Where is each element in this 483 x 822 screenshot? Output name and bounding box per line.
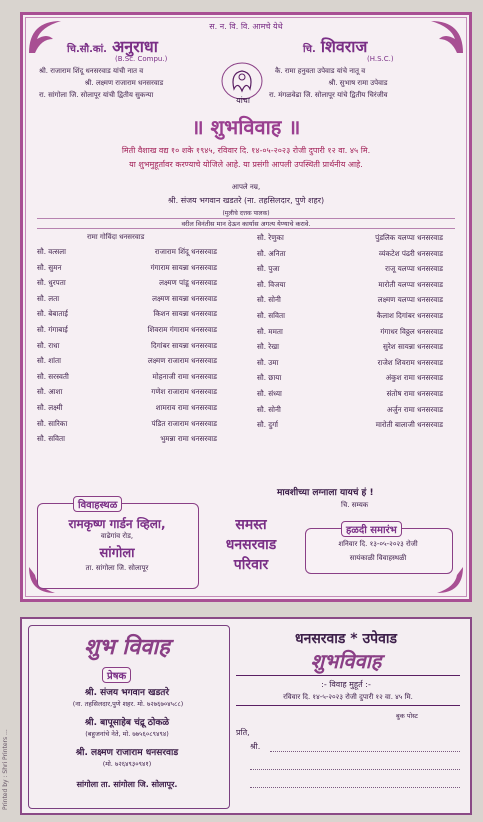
relative-name: राजू यलप्पा धनसरवाड: [385, 264, 443, 274]
bride-name: अनुराधा: [112, 37, 158, 56]
envelope-section: [20, 617, 472, 815]
family-word-1: समस्त: [235, 517, 267, 533]
relative-name: किशन सायन्ना धनसरवाड: [153, 309, 217, 319]
host-name: श्री. संजय भगवान खडतरे (ना. तहसिलदार, पुणे शहर): [167, 196, 325, 205]
bride-line-2: श्री. लक्ष्मण राजाराम धनसरवाड: [84, 79, 164, 87]
venue-label: विवाहस्थळ: [73, 496, 122, 512]
relative-title: सौ. शांता: [37, 356, 61, 366]
side-printer-strip: Printed by : Shri Printers ...: [2, 729, 9, 810]
sender-address: सांगोला ता. सांगोला जि. सोलापूर.: [76, 780, 178, 789]
relative-name: अंकुश रामा धनसरवाड: [385, 373, 443, 383]
divider: [236, 705, 460, 706]
relative-title: सौ. सोनी: [257, 295, 281, 305]
relative-name: गंगाधर विठ्ठल धनसरवाड: [380, 326, 443, 336]
relative-name: अर्जुन रामा धनसरवाड: [386, 404, 443, 414]
relative-name: लक्ष्मण राजाराम धनसरवाड: [147, 356, 217, 366]
relative-name: लक्ष्मण पांडू धनसरवाड: [159, 278, 217, 288]
muhurat-line-2: या शुभमुहूर्तावर करण्याचे योजिले आहे. या प्रसंगी आपली उपस्थिती प्रार्थनीय आहे.: [129, 160, 363, 169]
muhurat-line-1: मिती वैशाख वद्य १० शके १९४५, रविवार दि. १४-०५-२०२३ रोजी दुपारी १२ वा. ४५ मि.: [121, 146, 371, 155]
relative-title: सौ. अनिता: [257, 248, 286, 258]
relative-name: शिवराम गंगाराम धनसरवाड: [147, 325, 217, 334]
groom-line-2: श्री. सुभाष रामा उपेवाड: [328, 79, 388, 87]
sender-3-detail: (मो. ७२६४९३०९४१): [102, 760, 152, 768]
relative-name: मारोती यलप्पा धनसरवाड: [378, 279, 443, 289]
relative-title: सौ. उमा: [257, 357, 279, 367]
bride-line-3: रा. सांगोला जि. सोलापूर यांची द्वितीय सुकन्या: [39, 91, 154, 99]
bottom-muhurat-label: :- विवाह मुहूर्त :-: [321, 680, 371, 689]
relative-name: लक्ष्मण सायन्ना धनसरवाड: [152, 293, 217, 303]
relative-title: सौ. वत्सला: [37, 247, 66, 256]
haldi-line-1: शनिवार दि. १३-०५-२०२३ रोजी: [338, 540, 418, 548]
relative-title: सौ. सविता: [37, 434, 65, 444]
sender-2-name: श्री. बापूसाहेब चंद्रू ठोकळे: [84, 718, 170, 728]
relative-title: सौ. विजया: [257, 279, 286, 289]
relative-title: सौ. दुर्गा: [257, 420, 279, 430]
relative-name: सुरेश सायन्ना धनसरवाड: [382, 342, 443, 352]
sender-1-name: श्री. संजय भगवान खडतरे: [84, 688, 170, 698]
relative-name: पंडित राजाराम धनसरवाड: [151, 418, 217, 428]
venue-road: वाढेगांव रोड,: [100, 532, 134, 540]
venue-name: रामकृष्ण गार्डन व्हिला,: [68, 517, 166, 531]
relative-title: सौ. ममता: [257, 326, 283, 336]
relative-title: सौ. सोनी: [257, 404, 281, 414]
invitation-card: [20, 12, 472, 602]
relative-title: सौ. धुरपता: [37, 278, 66, 288]
relative-name: भुमन्ना रामा धनसरवाड: [160, 434, 217, 444]
shubh-vivah-heading: शुभविवाह: [310, 649, 382, 673]
shubh-vivah-logo: शुभ विवाह: [84, 635, 170, 660]
relative-name: शामराव रामा धनसरवाड: [155, 403, 217, 412]
relative-name: गणेश राजाराम धनसरवाड: [151, 387, 217, 397]
relative-name: गंगाराम सायन्ना धनसरवाड: [150, 262, 217, 272]
divider: [236, 675, 460, 676]
relative-title: सौ. राधा: [37, 340, 60, 350]
groom-line-1: कै. रामा हनुवता उपेवाड यांचे नातू व: [275, 67, 366, 75]
relative-title: सौ. रेखा: [257, 342, 279, 352]
sender-3-name: श्री. लक्ष्मण राजाराम धनसरवाड: [75, 748, 179, 758]
relative-title: सौ. आशा: [37, 387, 63, 397]
groom-prefix: चि.: [303, 44, 316, 55]
bride-degree: (B.Sc. Compu.): [115, 55, 168, 63]
relative-name: मोहनाजी रामा धनसरवाड: [152, 371, 217, 381]
address-line: [250, 787, 460, 788]
relative-name: लक्ष्मण यलप्पा धनसरवाड: [377, 295, 443, 305]
family-word-2: धनसरवाड: [225, 537, 277, 553]
family-word-3: परिवार: [233, 557, 269, 573]
groom-name: शिवराज: [320, 37, 368, 56]
relative-title: सौ. रेणुका: [257, 233, 284, 242]
groom-name-line: [303, 35, 367, 57]
relative-name: संतोष रामा धनसरवाड: [386, 389, 443, 398]
address-line: [250, 769, 460, 770]
host-role: (मुलीचे दत्तक पालक): [222, 210, 270, 217]
humble-text: आपले नम्र,: [231, 183, 261, 191]
relative-name: राजेश शिवराम धनसरवाड: [377, 357, 443, 367]
relative-title: सौ. पुजा: [257, 264, 280, 274]
address-line: [270, 751, 460, 752]
haldi-label: हळदी समारंभ: [341, 521, 402, 537]
relative-title: सौ. संध्या: [257, 389, 282, 398]
relative-name: मारोती बालाजी धनसरवाड: [375, 420, 443, 430]
relative-name: कैलाश दिगांबर धनसरवाड: [376, 311, 443, 320]
relative-name: पुंडलिक यलप्पा धनसरवाड: [375, 233, 443, 242]
relative-title: सौ. लता: [37, 293, 60, 303]
relative-title: सौ. लक्ष्मी: [37, 403, 63, 412]
family-heading: धनसरवाड * उपेवाड: [294, 631, 398, 647]
yancha-text: यांचा: [236, 96, 250, 105]
top-invocation: स. न. वि. वि. आमचे येथे: [209, 22, 283, 31]
sender-label: प्रेषक: [102, 667, 131, 683]
mama-invite-line: मावशीच्या लग्नाला यायचं हं !: [277, 488, 374, 498]
bottom-muhurat: रविवार दि. १४-५-२०२३ रोजी दुपारी १२ वा. ४५ मि.: [283, 693, 413, 701]
prati-label: प्रति,: [236, 728, 250, 737]
page-title: ॥ शुभविवाह ॥: [191, 115, 301, 139]
book-post-label: बुक पोस्ट: [396, 712, 418, 720]
invite-note: वरील विनंतीस मान देऊन कार्यास अगत्य येण्याचे करावे.: [181, 220, 311, 228]
haldi-line-2: सायंकाळी विवाहस्थळी: [349, 554, 407, 562]
relative-title: सौ. बेबाताई: [37, 309, 68, 319]
relative-title: सौ. सुमन: [37, 262, 62, 272]
bride-prefix: चि.सौ.कां.: [67, 44, 107, 55]
sender-1-detail: (ना. तहसिलदार,पुणे शहर. मो. ७२७६७०४५८८): [72, 700, 184, 708]
recipient-shri-label: श्री.: [250, 742, 261, 751]
relative-title: सौ. सारिका: [37, 418, 68, 428]
venue-town: सांगोला: [99, 546, 135, 561]
relative-title: सौ. गंगाबाई: [37, 325, 68, 334]
groom-line-3: रा. मंगळवेढा जि. सोलापूर यांचे द्वितीय चिरंजीव: [269, 91, 388, 99]
relative-name: राजाराम शिंदू धनसरवाड: [154, 247, 217, 256]
relative-title: सौ. छाया: [257, 373, 282, 383]
bride-name-line: [67, 35, 158, 57]
mama-invite-from: चि. सम्यक: [341, 501, 369, 509]
groom-degree: (H.S.C.): [367, 55, 394, 63]
relative-title: सौ. सविता: [257, 311, 285, 320]
left-list-header: रामा गोविंदा धनसरवाड: [87, 233, 145, 241]
relative-title: सौ. सरस्वती: [37, 371, 69, 381]
relative-name: दिगांबर सायन्ना धनसरवाड: [151, 340, 217, 350]
bride-line-1: श्री. राजाराम शिंदू धनसरवाड यांची नात व: [39, 67, 144, 75]
venue-district: ता. सांगोला जि. सोलापूर: [85, 564, 149, 572]
relative-name: व्यंकटेश पंढरी धनसरवाड: [378, 248, 443, 258]
divider: [37, 228, 455, 229]
sender-2-detail: (बहुजनांचे नेते, मो. ७७५६०८९४९४): [85, 730, 169, 738]
